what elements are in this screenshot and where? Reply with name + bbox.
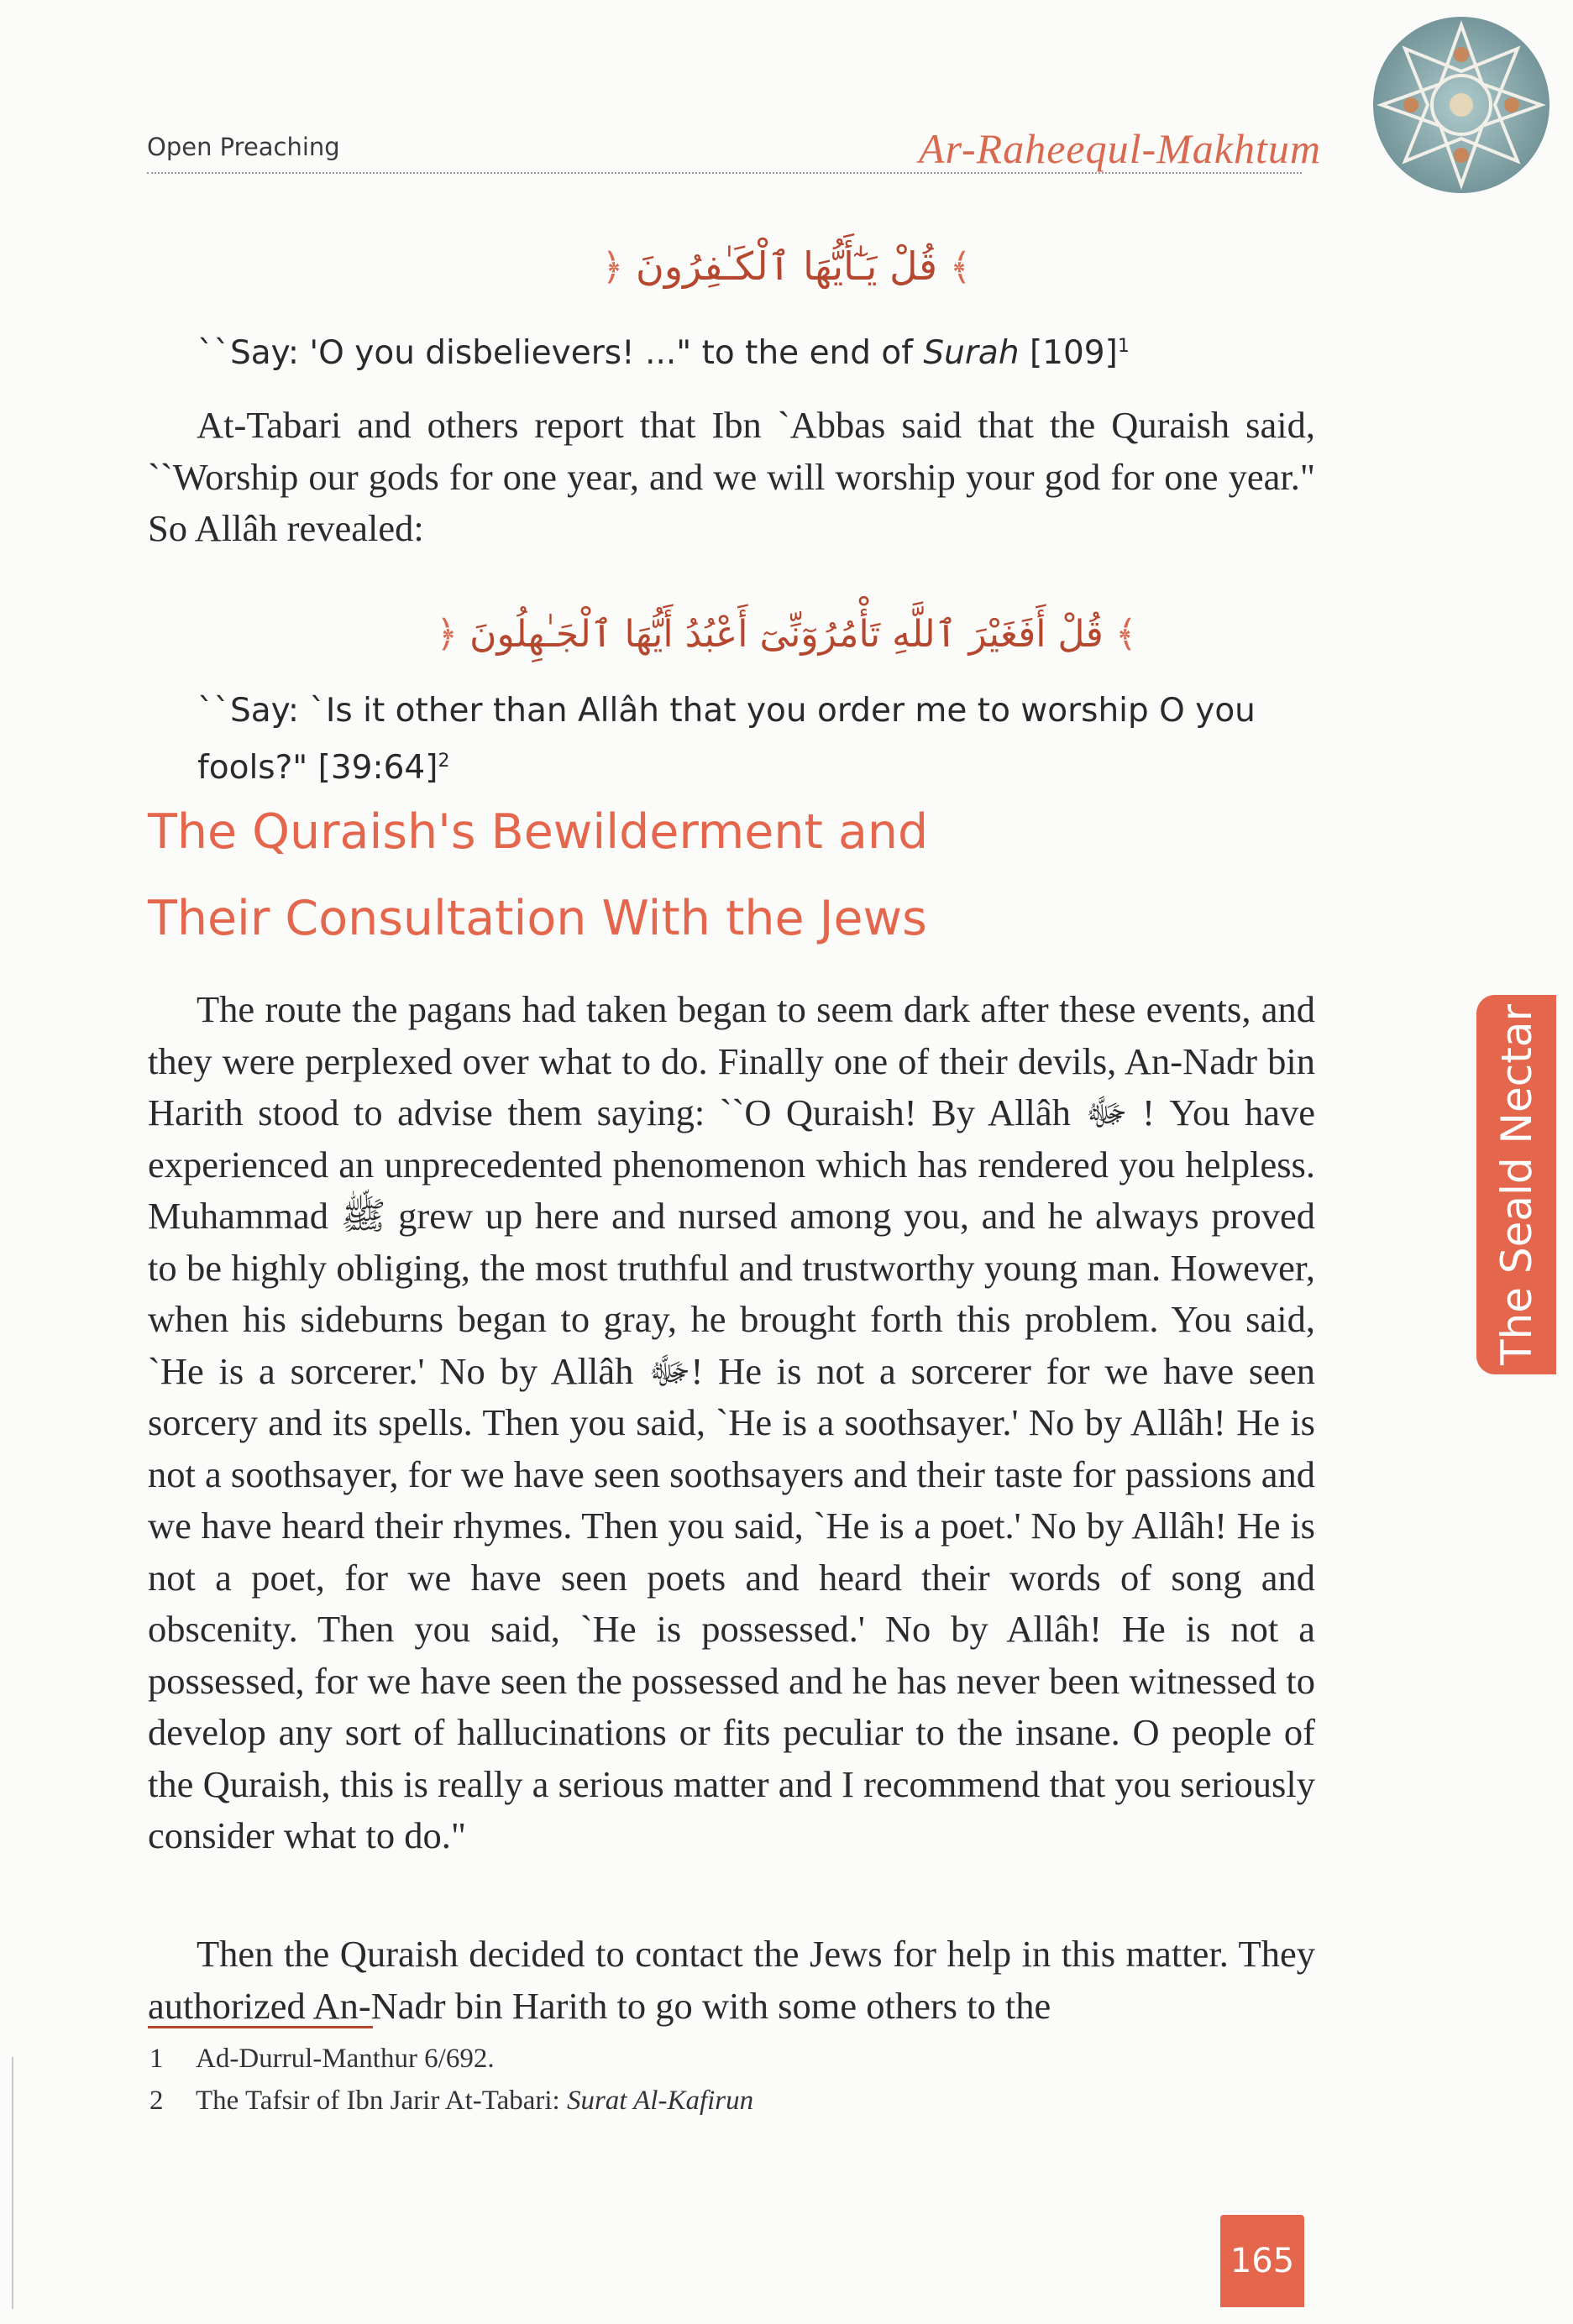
footnote-marker: 1: [1117, 336, 1130, 357]
page-edge-line: [12, 2057, 13, 2309]
verse-arabic-text: قُلْ يَـٰٓأَيُّهَا ٱلْكَـٰفِرُونَ: [636, 243, 937, 289]
verse-arabic-text: قُلْ أَفَغَيْرَ ٱللَّهِ تَأْمُرُوٓنِّىٓ أَعْبُدُ أَيُّهَا ٱلْجَـٰهِلُونَ: [469, 613, 1104, 656]
page-number: 165: [1220, 2215, 1304, 2307]
body-paragraph-2: The route the pagans had taken began to seem dark after these events, and they were perplexed over what to do. Finally one of their devils, An-Nadr bin Harith stood to advise them saying: ``O Quraish! By Allâh ﷻ ! You have experienced an unprecedented phenomenon which has rendered you helpless. Muhammad ﷺ grew up here and nursed among you, and he always proved to be highly obliging, the most truthful and trustworthy young man. However, when his sideburns began to gray, he brought forth this problem. You said, `He is a sorcerer.' No by Allâh ﷻ! He is not a sorcerer for we have seen sorcery and its spells. Then you said, `He is a soothsayer.' No by Allâh! He is not a soothsayer, for we have seen soothsayers and their taste for passions and we have heard their rhymes. Then you said, `He is a poet.' No by Allâh! He is not a poet, for we have seen poets and heard their words of song and obscenity. Then you said, `He is possessed.' No by Allâh! He is not a possessed, for we have seen the possessed and he has never been witnessed to develop any sort of hallucinations or fits peculiar to the insane. O people of the Quraish, this is really a serious matter and I recommend that you seriously consider what to do.": [148, 988, 1315, 1856]
footnote-1: 1 Ad-Durrul-Manthur 6/692.: [149, 2044, 495, 2074]
book-side-tab: The Seald Nectar: [1476, 995, 1556, 1374]
running-header-section: Open Preaching: [147, 133, 340, 161]
verse-translation-1: ``Say: 'O you disbelievers! ..." to the end of Surah $[109]^1$: [197, 334, 1130, 372]
verse-translation-2: ``Say: `Is it other than Allâh that you order me to worship O you fools?" [39:64]$^2$: [197, 692, 1256, 787]
quran-verse-arabic-2: ﴾ قُلْ أَفَغَيْرَ ٱللَّهِ تَأْمُرُوٓنِّىٓ أَعْبُدُ أَيُّهَا ٱلْجَـٰهِلُونَ ﴿: [436, 613, 1137, 656]
geometric-ornament-icon: [1365, 8, 1558, 202]
footnote-2: 2 The Tafsir of Ibn Jarir At-Tabari: Surat Al-Kafirun: [149, 2086, 754, 2116]
footnote-marker: 2: [438, 751, 450, 772]
quran-verse-arabic-1: ﴾ قُلْ يَـٰٓأَيُّهَا ٱلْكَـٰفِرُونَ ﴿: [601, 243, 972, 289]
body-paragraph-3: Then the Quraish decided to contact the Jews for help in this matter. They authorized An-Nadr bin Harith to go with some others to the: [148, 1933, 1315, 2027]
section-heading-line-1: The Quraish's Bewilderment and: [148, 804, 929, 860]
running-header-book-title: Ar-Raheequl-Makhtum: [919, 125, 1321, 172]
section-heading-line-2: Their Consultation With the Jews: [148, 891, 927, 946]
body-paragraph-1: At-Tabari and others report that Ibn `Abbas said that the Quraish said, ``Worship our gods for one year, and we will worship your god for one year." So Allâh revealed:: [148, 404, 1315, 549]
footnote-divider: [148, 2026, 373, 2028]
